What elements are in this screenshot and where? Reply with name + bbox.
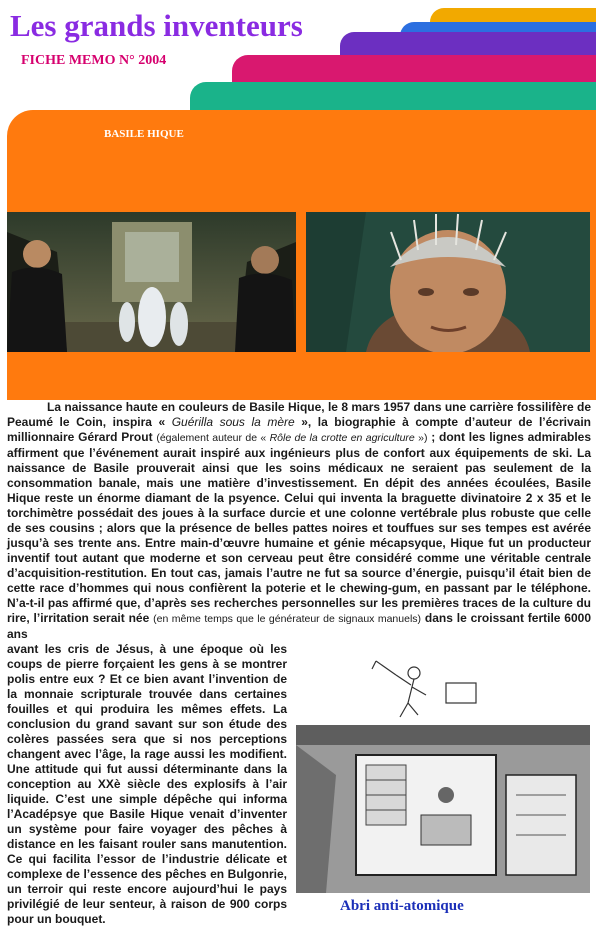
memo-number: FICHE MEMO N° 2004 [21,53,167,68]
header-band-magenta [232,55,596,85]
illustration-caption: Abri anti-atomique [340,898,464,914]
lab-scene-image [7,212,296,352]
article-paragraph-2: avant les cris de Jésus, à une époque où les coups de pierre forçaient les gens à se montrer polis entre eux ? Et ce bien avant l’invention de la monnaie scripturale trouvée dans certaines fouilles et qui produira les mêmes effets. La conclusion du grand savant sur son étude des colères passées sera que si nos perceptions changent avec l’âge, la rage aussi les modifient. Une attitude qui fut aussi déterminante dans la conception au XXè siècle des explosifs à l’air liquide. C’est une simple dépêche qui informa l’Acadépsye que Basile Hique venait d’inventer un système pour faire voyager des pêches à distance en les faisant rouler sans manutention. Ce qui facilita l’essor de l’industrie délicate et complexe de l’essence des pêches en Bulgonrie, un terroir qui reste encore aujourd’hui le pays privilégié de leur senteur, à raison de 900 corps pour un bouquet. [7,642,287,926]
article-paragraph-1: La naissance haute en couleurs de Basile Hique, le 8 mars 1957 dans une carrière fossilifère de Peaumé le Coin, inspira « Guérilla sous la mère », la biographie à compte d’auteur de l’écrivain millionnaire Gérard Prout (également auteur de « Rôle de la crotte en agriculture ») ; dont les lignes admirables affirment que l’événement aurait inspiré aux ingénieurs plus de confort aux équipements de ski. La naissance de Basile prouverait ainsi que les soins médicaux ne seraient pas seulement de la consommation banale, mais une matière d’investissement. En dépit des années écoulées, Basile Hique reste un énorme diamant de la psyence. Celui qui inventa la braguette divinatoire 2 x 35 et le torchimètre possédait des joues à la surface durcie et une colonne vertébrale plus robuste que celle de ses cousins ; alors que la présence de belles pattes noires et touffues sur ses tempes est avérée jusqu’à ses trente ans. Entre main-d’œuvre humaine et génie mécapsyque, Hique fut un producteur inventif tout autant que moderne et son cerveau peut être considéré comme une véritable centrale d’acquisition-restitution. En tout cas, jamais l’autre ne fut sa source d’énergie, puisqu’il était bien de cette race d’hommes qui nous confièrent la poterie et le chewing-gum, en passant par le téléphone. N’a-t-il pas affirmé que, d’après ses recherches personnelles sur les premières traces de la culture du rire, l’irritation serait née (en même temps que le générateur de signaux manuels) dans le croissant fertile 6000 ans [7,400,592,641]
inventor-name: BASILE HIQUE [104,128,184,140]
portrait-image [306,212,590,352]
page-title: Les grands inventeurs [10,8,303,43]
bunker-illustration [296,655,590,893]
